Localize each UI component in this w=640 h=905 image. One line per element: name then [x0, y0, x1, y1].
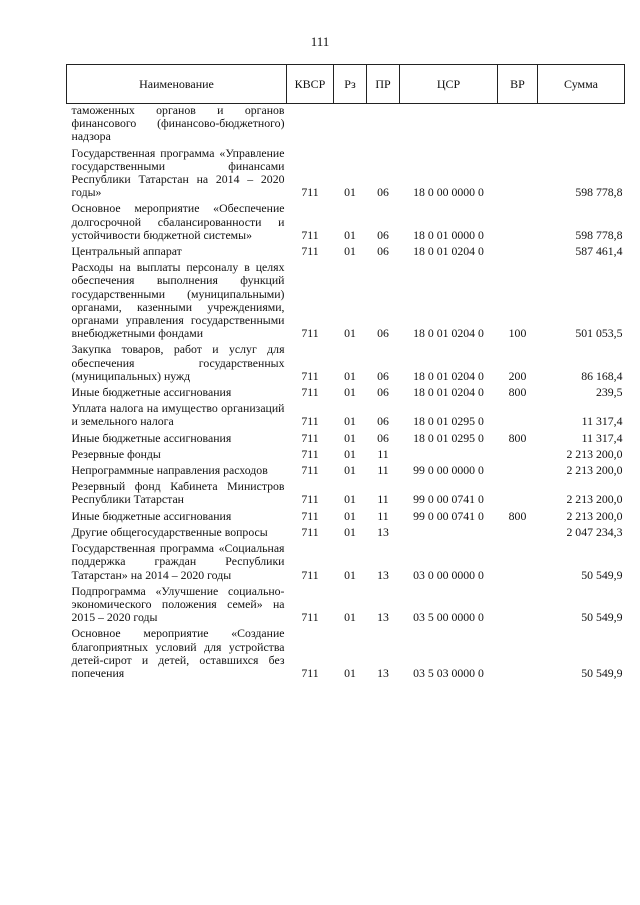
table-row [67, 402, 625, 431]
table-row [67, 261, 625, 343]
cell-kvsr: 711 [301, 185, 319, 200]
cell-rz: 01 [344, 446, 356, 461]
cell-name: Закупка товаров, работ и услуг для обеспечения государственных (муниципальных) нужд [71, 342, 285, 383]
cell-csr: 18 0 01 0295 0 [413, 430, 484, 445]
table-row [67, 510, 625, 526]
cell-pr: 13 [377, 665, 389, 680]
cell-rz: 01 [344, 492, 356, 507]
header-vr: ВР [498, 65, 538, 104]
table-row [67, 585, 625, 628]
cell-name: Уплата налога на имущество организаций и земельного налога [71, 401, 285, 429]
cell-pr [367, 104, 400, 147]
cell-pr: 11 [377, 446, 389, 461]
cell-kvsr: 711 [301, 567, 319, 582]
cell-kvsr: 711 [301, 227, 319, 242]
cell-kvsr: 711 [301, 430, 319, 445]
table-row [67, 448, 625, 464]
cell-kvsr: 711 [301, 463, 319, 478]
cell-vr [498, 402, 538, 431]
cell-rz: 01 [344, 414, 356, 429]
cell-sum: 50 549,9 [581, 567, 623, 582]
cell-csr [400, 104, 498, 147]
cell-rz: 01 [344, 508, 356, 523]
cell-kvsr: 711 [301, 244, 319, 259]
cell-kvsr: 711 [301, 610, 319, 625]
cell-pr: 06 [377, 326, 389, 341]
cell-kvsr: 711 [301, 524, 319, 539]
cell-vr [498, 448, 538, 464]
header-rz: Рз [334, 65, 367, 104]
cell-rz: 01 [344, 665, 356, 680]
table-row [67, 147, 625, 203]
cell-rz: 01 [344, 326, 356, 341]
cell-pr: 11 [377, 492, 389, 507]
cell-sum: 2 213 200,0 [566, 492, 623, 507]
cell-vr: 800 [508, 508, 527, 523]
cell-sum: 2 213 200,0 [566, 463, 623, 478]
cell-pr: 13 [377, 567, 389, 582]
cell-csr: 18 0 01 0204 0 [413, 385, 484, 400]
cell-name: Резервный фонд Кабинета Министров Республики Татарстан [71, 479, 285, 507]
cell-rz: 01 [344, 610, 356, 625]
cell-sum: 598 778,8 [575, 227, 623, 242]
cell-csr: 18 0 01 0204 0 [413, 326, 484, 341]
table-row [67, 245, 625, 261]
cell-sum: 86 168,4 [581, 368, 623, 383]
cell-sum: 239,5 [595, 385, 623, 400]
cell-name: Резервные фонды [71, 446, 161, 461]
cell-name: Центральный аппарат [71, 244, 182, 259]
cell-vr: 800 [508, 430, 527, 445]
cell-csr: 18 0 01 0204 0 [413, 244, 484, 259]
cell-csr: 03 5 00 0000 0 [413, 610, 484, 625]
cell-csr: 18 0 00 0000 0 [413, 185, 484, 200]
cell-sum: 2 213 200,0 [566, 446, 623, 461]
header-sum: Сумма [538, 65, 625, 104]
cell-kvsr [287, 104, 334, 147]
cell-name: Иные бюджетные ассигнования [71, 508, 232, 523]
cell-csr: 99 0 00 0741 0 [413, 508, 484, 523]
cell-kvsr: 711 [301, 446, 319, 461]
budget-table [66, 64, 625, 683]
table-row [67, 386, 625, 402]
cell-vr [498, 464, 538, 480]
header-name: Наименование [67, 65, 287, 104]
cell-csr [400, 448, 498, 464]
cell-csr [400, 526, 498, 542]
cell-name: Непрограммные направления расходов [71, 463, 268, 478]
cell-name: Государственная программа «Управление государственными финансами Республики Татарстан на 2014 – 2020 годы» [71, 145, 285, 200]
cell-vr [498, 542, 538, 585]
cell-sum: 50 549,9 [581, 610, 623, 625]
cell-vr [498, 480, 538, 509]
cell-name: Иные бюджетные ассигнования [71, 430, 232, 445]
cell-csr: 99 0 00 0741 0 [413, 492, 484, 507]
cell-kvsr: 711 [301, 385, 319, 400]
table-row [67, 202, 625, 245]
cell-rz: 01 [344, 227, 356, 242]
cell-name: Государственная программа «Социальная поддержка граждан Республики Татарстан» на 2014 – 2020 годы [71, 541, 285, 582]
cell-sum: 2 047 234,3 [566, 524, 623, 539]
cell-vr [498, 202, 538, 245]
cell-vr: 200 [508, 368, 527, 383]
cell-sum: 11 317,4 [581, 414, 623, 429]
cell-kvsr: 711 [301, 414, 319, 429]
cell-csr: 18 0 01 0204 0 [413, 368, 484, 383]
cell-name: Расходы на выплаты персоналу в целях обеспечения выполнения функций государственными (муниципальными) органами, казенными учреждениями, органами управления государственными внебюджетными фондами [71, 260, 285, 341]
cell-pr: 11 [377, 463, 389, 478]
table-row [67, 480, 625, 509]
table-row [67, 464, 625, 480]
cell-pr: 06 [377, 430, 389, 445]
cell-pr: 13 [377, 524, 389, 539]
cell-vr [498, 104, 538, 147]
table-row [67, 627, 625, 683]
cell-pr: 06 [377, 185, 389, 200]
header-csr: ЦСР [400, 65, 498, 104]
cell-vr [498, 585, 538, 628]
cell-csr: 18 0 01 0000 0 [413, 227, 484, 242]
cell-vr: 800 [508, 385, 527, 400]
page-number: 111 [310, 34, 330, 49]
cell-vr [498, 526, 538, 542]
cell-vr [498, 147, 538, 203]
cell-rz: 01 [344, 385, 356, 400]
cell-rz: 01 [344, 368, 356, 383]
cell-sum [538, 104, 625, 147]
header-kvsr: КВСР [287, 65, 334, 104]
table-header-row [67, 65, 625, 104]
cell-rz: 01 [344, 185, 356, 200]
cell-name: Основное мероприятие «Создание благоприятных условий для устройства детей-сирот и детей, оставшихся без попечения [71, 626, 285, 680]
cell-pr: 06 [377, 385, 389, 400]
cell-name: Иные бюджетные ассигнования [71, 385, 232, 400]
cell-kvsr: 711 [301, 508, 319, 523]
cell-kvsr: 711 [301, 368, 319, 383]
cell-csr: 99 0 00 0000 0 [413, 463, 484, 478]
cell-name: Подпрограмма «Улучшение социально-экономического положения семей» на 2015 – 2020 годы [71, 583, 285, 625]
cell-sum: 11 317,4 [581, 430, 623, 445]
cell-rz [334, 104, 367, 147]
cell-sum: 501 053,5 [575, 326, 623, 341]
cell-rz: 01 [344, 244, 356, 259]
cell-pr: 13 [377, 610, 389, 625]
cell-name: таможенных органов и органов финансового (финансово-бюджетного) надзора [71, 103, 285, 144]
cell-csr: 03 5 03 0000 0 [413, 665, 484, 680]
table-row [67, 343, 625, 386]
cell-pr: 11 [377, 508, 389, 523]
cell-sum: 587 461,4 [575, 244, 623, 259]
cell-sum: 2 213 200,0 [566, 508, 623, 523]
cell-name: Другие общегосударственные вопросы [71, 524, 268, 539]
cell-vr [498, 245, 538, 261]
cell-kvsr: 711 [301, 492, 319, 507]
cell-pr: 06 [377, 414, 389, 429]
cell-sum: 598 778,8 [575, 185, 623, 200]
cell-vr [498, 627, 538, 683]
cell-csr: 18 0 01 0295 0 [413, 414, 484, 429]
table-row [67, 542, 625, 585]
cell-rz: 01 [344, 430, 356, 445]
cell-rz: 01 [344, 567, 356, 582]
table-row [67, 104, 625, 147]
header-pr: ПР [367, 65, 400, 104]
cell-rz: 01 [344, 524, 356, 539]
table-row [67, 526, 625, 542]
cell-kvsr: 711 [301, 326, 319, 341]
cell-name: Основное мероприятие «Обеспечение долгосрочной сбалансированности и устойчивости бюджетной системы» [71, 201, 285, 242]
cell-kvsr: 711 [301, 665, 319, 680]
cell-vr: 100 [508, 326, 527, 341]
cell-pr: 06 [377, 368, 389, 383]
table-body [67, 104, 625, 684]
cell-rz: 01 [344, 463, 356, 478]
cell-pr: 06 [377, 227, 389, 242]
table-row [67, 432, 625, 448]
cell-sum: 50 549,9 [581, 665, 623, 680]
cell-pr: 06 [377, 244, 389, 259]
cell-csr: 03 0 00 0000 0 [413, 567, 484, 582]
